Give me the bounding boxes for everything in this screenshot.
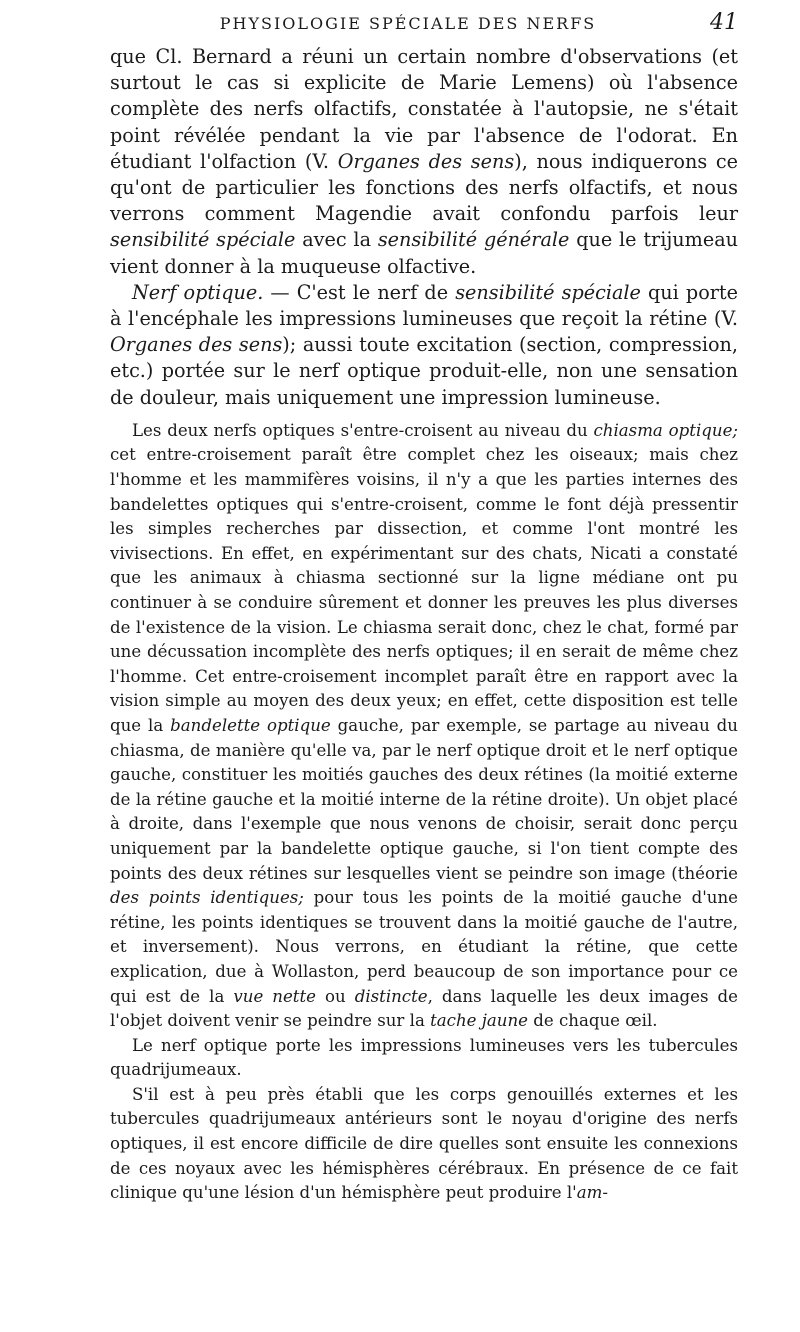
italic-run: sensibilité spéciale [455, 280, 641, 304]
italic-run: sensibilité générale [377, 228, 570, 252]
text-run: Le nerf optique porte les impressions lumineuses vers les tubercules quadrijumeaux. [110, 1035, 738, 1080]
paragraph-tubercles [110, 1034, 738, 1083]
text-run: qui porte à l'encéphale les impressions lumineuses que reçoit la rétine (V. [110, 280, 738, 331]
text-run: avec la [295, 228, 378, 252]
text-run: ), nous indiquerons ce qu'ont de particulier les fonctions des nerfs olfactifs, et nous verrons comment Magendie avait confondu parfois leur [110, 149, 738, 226]
italic-run: Organes des sens [110, 333, 283, 357]
paragraph-geniculate [110, 1083, 738, 1206]
paragraph-chiasma [110, 419, 738, 1034]
running-title: PHYSIOLOGIE SPÉCIALE DES NERFS [219, 14, 597, 33]
paragraph-olfactory [110, 44, 738, 280]
text-run: ou [315, 986, 355, 1006]
text-run: ); aussi toute excitation (section, compression, etc.) portée sur le nerf optique produit-elle, non une sensation de douleur, mais uniquement une impression lumineuse. [110, 333, 738, 409]
italic-run: Organes des sens [337, 149, 515, 173]
italic-run: distincte [354, 986, 428, 1006]
paragraph-optic-nerve [110, 280, 738, 411]
body-text [110, 44, 738, 1206]
text-run: gauche, par exemple, se partage au niveau du chiasma, de manière qu'elle va, par le nerf optique droit et le nerf optique gauche, constituer les moitiés gauches des deux rétines (la moitié externe de la rétine gauche et la moitié interne de la rétine droite). Un objet placé à droite, dans l'exemple que nous venons de choisir, serait donc perçu uniquement par la bandelette optique gauche, si l'on tient compte des points des deux rétines sur lesquelles vient se peindre son image (théorie [110, 715, 738, 883]
text-run: Les deux nerfs optiques s'entre-croisent au niveau du [132, 420, 594, 440]
italic-run: am- [576, 1183, 608, 1203]
text-run: que le trijumeau vient donner à la muqueuse olfactive. [110, 228, 739, 278]
page-number: 41 [710, 10, 738, 35]
text-run: de chaque œil. [528, 1011, 658, 1031]
italic-run: bandelette optique [170, 715, 331, 735]
section-heading-optic-nerve: Nerf optique. [132, 280, 264, 304]
italic-run: tache jaune [430, 1011, 528, 1031]
text-run: cet entre-croisement paraît être complet chez les oiseaux; mais chez l'homme et les mammifères voisins, il n'y a que les parties internes des bandelettes optiques qui s'entre-croisent, comme le font déjà pressentir les simples recherches par dissection, et comme l'ont montré les vivisections. En effet, en expérimentant sur des chats, Nicati a constaté que les animaux à chiasma sectionné sur la ligne médiane ont pu continuer à se conduire sûrement et donner les preuves les plus diverses de l'existence de la vision. Le chiasma serait donc, chez le chat, formé par une décussation incomplète des nerfs optiques; il en serait de même chez l'homme. Cet entre-croisement incomplet paraît être en rapport avec la vision simple au moyen des deux yeux; en effet, cette disposition est telle que la [110, 445, 738, 735]
italic-run: vue nette [233, 986, 316, 1006]
italic-run: chiasma optique; [593, 420, 738, 440]
page-header [110, 0, 738, 40]
text-run: S'il est à peu près établi que les corps genouillés externes et les tubercules quadrijumeaux antérieurs sont le noyau d'origine des nerfs optiques, il est encore difficile de dire quelles sont ensuite les connexions de ces noyaux avec les hémisphères cérébraux. En présence de ce fait clinique qu'une lésion d'un hémisphère peut produire l' [110, 1084, 738, 1203]
text-run: que Cl. Bernard a réuni un certain nombre d'observations (et surtout le cas si explicite de Marie Lemens) où l'absence complète des nerfs olfactifs, constatée à l'autopsie, ne s'était point révélée pendant la vie par l'absence de l'odorat. En étudiant l'olfaction (V. [110, 45, 738, 173]
italic-run: sensibilité spéciale [110, 228, 296, 252]
text-run: — C'est le nerf de [263, 280, 456, 304]
italic-run: des points identiques; [110, 888, 304, 908]
text-run: , dans laquelle les deux images de l'objet doivent venir se peindre sur la [110, 986, 738, 1031]
text-run: pour tous les points de la moitié gauche d'une rétine, les points identiques se trouvent dans la moitié gauche de l'autre, et inversement). Nous verrons, en étudiant la rétine, que cette explication, due à Wollaston, perd beaucoup de son importance pour ce qui est de la [110, 888, 738, 1006]
